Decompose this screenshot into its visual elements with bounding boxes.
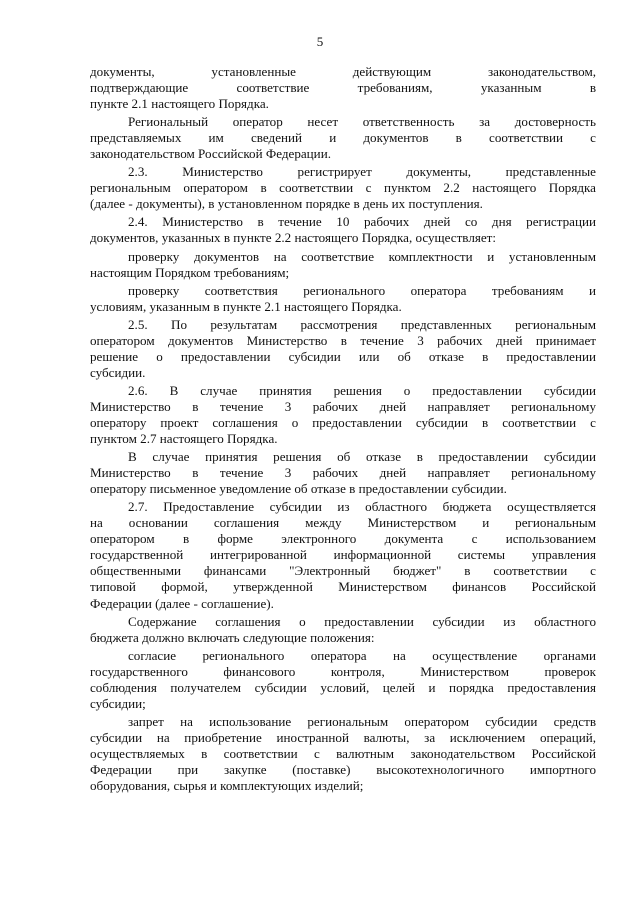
text-line: региональным оператором в соответствии с пунктом 2.2 настоящего Порядка (90, 180, 596, 196)
text-line: пункте 2.1 настоящего Порядка. (90, 96, 269, 112)
text-line: условиям, указанным в пункте 2.1 настоящего Порядка. (90, 298, 402, 314)
text-line: бюджета должно включать следующие положения: (90, 629, 375, 645)
text-line: соблюдения получателем субсидии условий, целей и порядка предоставления (90, 679, 596, 695)
text-line: Федерации (далее - соглашение). (90, 595, 274, 611)
text-line: (далее - документы), в установленном порядке в день их поступления. (90, 196, 483, 212)
text-line: субсидии; (90, 695, 146, 711)
text-line: 2.4. Министерство в течение 10 рабочих дней со дня регистрации (128, 214, 596, 230)
text-line: государственного финансового контроля, Министерством проверок (90, 663, 596, 679)
text-line: проверку соответствия регионального оператора требованиям и (128, 282, 596, 298)
text-line: общественными финансами "Электронный бюджет" в соответствии с (90, 563, 596, 579)
text-line: оператору проект соглашения о предоставлении субсидии в соответствии с (90, 414, 596, 430)
text-line: типовой формой, утвержденной Министерством финансов Российской (90, 579, 596, 595)
text-line: В случае принятия решения об отказе в предоставлении субсидии (128, 449, 596, 465)
text-line: осуществляемых в соответствии с валютным законодательством Российской (90, 745, 596, 761)
text-line: Региональный оператор несет ответственность за достоверность (128, 114, 596, 130)
text-line: оборудования, сырья и комплектующих изделий; (90, 778, 364, 794)
text-line: документы, установленные действующим законодательством, (90, 64, 596, 79)
text-line: 2.7. Предоставление субсидии из областного бюджета осуществляется (128, 499, 596, 515)
document-body (90, 64, 596, 794)
text-line: 2.3. Министерство регистрирует документы, представленные (128, 164, 596, 180)
text-line: решение о предоставлении субсидии или об отказе в предоставлении (90, 348, 596, 364)
text-line: представляемых им сведений и документов в соответствии с (90, 130, 596, 146)
text-line: проверку документов на соответствие комплектности и установленным (128, 248, 596, 264)
text-line: Содержание соглашения о предоставлении субсидии из областного (128, 613, 596, 629)
text-line: оператору письменное уведомление об отказе в предоставлении субсидии. (90, 481, 507, 497)
page-number: 5 (316, 34, 324, 49)
text-line: Федерации при закупке (поставке) высокотехнологичного импортного (90, 761, 596, 777)
text-line: Министерство в течение 3 рабочих дней направляет региональному (90, 398, 596, 414)
text-line: субсидии на приобретение иностранной валюты, за исключением операций, (90, 729, 596, 745)
text-line: пунктом 2.7 настоящего Порядка. (90, 431, 278, 447)
text-line: субсидии. (90, 364, 146, 380)
text-line: запрет на использование региональным оператором субсидии средств (128, 713, 596, 729)
text-line: документов, указанных в пункте 2.2 настоящего Порядка, осуществляет: (90, 230, 497, 246)
text-line: настоящим Порядком требованиям; (90, 264, 290, 280)
text-line: Министерство в течение 3 рабочих дней направляет региональному (90, 465, 596, 481)
text-line: законодательством Российской Федерации. (90, 146, 331, 162)
text-line: оператором в форме электронного документа с использованием (90, 531, 596, 547)
text-line: 2.6. В случае принятия решения о предоставлении субсидии (128, 382, 596, 398)
text-line: согласие регионального оператора на осуществление органами (128, 647, 596, 663)
text-line: оператором документов Министерство в течение 3 рабочих дней принимает (90, 332, 596, 348)
text-line: на основании соглашения между Министерством и региональным (90, 515, 596, 531)
text-line: 2.5. По результатам рассмотрения представленных региональным (128, 316, 596, 332)
text-line: подтверждающие соответствие требованиям, указанным в (90, 80, 596, 96)
text-line: государственной интегрированной информационной системы управления (90, 547, 596, 563)
